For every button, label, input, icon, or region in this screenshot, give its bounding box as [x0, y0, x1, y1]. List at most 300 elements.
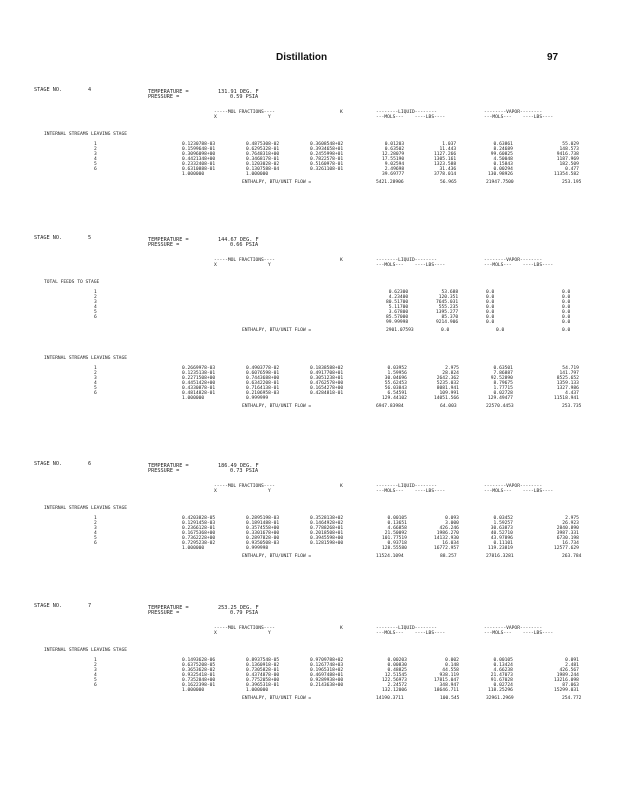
liquid-lbs-column-cell: 44.558 — [442, 668, 459, 673]
feed-liquid-mols-cell: 0.62300 — [388, 290, 409, 295]
vapor-lbs-column-cell: 2.481 — [565, 663, 579, 668]
component-index — [94, 516, 97, 546]
liquid-mols-column-cell: 0.48825 — [387, 668, 407, 673]
feed-vapor-mols-cell: 0.0 — [486, 320, 495, 325]
k-column-cell: 0.7822578-01 — [310, 157, 344, 162]
k-column-cell: 0.3051238+01 — [310, 376, 344, 381]
y-column-cell: 0.3574558+00 — [246, 526, 280, 531]
y-header: Y — [268, 115, 271, 120]
vapor-lbs-column-cell: 1187.969 — [556, 157, 579, 162]
enthalpy-value: 263.784 — [562, 554, 582, 559]
vapor-mols-column-cell: 129.49477 — [488, 396, 513, 401]
enthalpy-value: 11524.1094 — [376, 554, 404, 559]
vapor-mols-column-cell: 1.59257 — [493, 521, 513, 526]
feed-enthalpy-value: 0.0 — [562, 328, 571, 333]
y-column — [246, 658, 279, 693]
k-header: K — [340, 258, 343, 263]
k-column-cell: 0.3608548+02 — [310, 142, 344, 147]
x-column-cell: 0.7362228+00 — [182, 536, 216, 541]
liquid-lbs-column-cell: 11.443 — [439, 147, 457, 152]
feed-liquid-mols-cell: 99.99998 — [386, 320, 409, 325]
feed-liquid-mols-cell: 80.51700 — [386, 300, 409, 305]
feed-vapor-lbs-cell: 0.0 — [562, 295, 571, 300]
component-index-cell: 4 — [94, 157, 97, 162]
x-column-cell: 0.6375208-05 — [182, 663, 216, 668]
liquid-mols-column-cell: 12.28079 — [382, 152, 405, 157]
internal-streams-label: INTERNAL STREAMS LEAVING STAGE — [44, 506, 127, 511]
vapor-lbs-column-cell: 182.509 — [559, 162, 579, 167]
temperature-label: TEMPERATURE = — [148, 463, 189, 469]
component-index-cell: 4 — [94, 381, 97, 386]
y-column-cell: 0.7752058+00 — [246, 678, 280, 683]
vapor-mols-column-cell: 4.66238 — [493, 668, 513, 673]
liquid-lbs-column-cell: 17815.047 — [434, 678, 459, 683]
liquid-lbs-column-cell: 938.119 — [439, 673, 459, 678]
stage-label: STAGE NO. — [34, 87, 63, 93]
x-header: X — [214, 631, 217, 636]
enthalpy-value: 5421.28906 — [376, 180, 404, 185]
y-column-cell: 0.6295328-01 — [246, 147, 280, 152]
vapor-mols-column-cell: 0.13424 — [493, 663, 513, 668]
k-column-cell: 0.1838588+02 — [310, 366, 344, 371]
vapor-lbs-column-cell: 8525.652 — [556, 376, 579, 381]
feed-vapor-lbs-cell: 0.0 — [562, 305, 571, 310]
k-column — [310, 142, 343, 172]
vapor-lbs-column-cell: 0.091 — [565, 658, 579, 663]
x-column-cell: 0.7295238-02 — [182, 541, 216, 546]
component-index-cell: 5 — [94, 386, 97, 391]
feed-vapor-mols-cell: 0.0 — [486, 305, 495, 310]
x-column-cell: 0.2366128-01 — [182, 526, 216, 531]
y-column-cell: 0.3965318-01 — [246, 683, 280, 688]
vapor-lbs-column-cell: 4.437 — [565, 391, 579, 396]
vapor-lbs-column-cell: 141.797 — [559, 371, 579, 376]
liquid-lbs-column-cell: 426.246 — [439, 526, 459, 531]
vapor-lbs-column-cell: 55.029 — [562, 142, 579, 147]
liquid-lbs-column-cell: 1127.266 — [434, 152, 457, 157]
liquid-lbs-column-cell: 28.824 — [442, 371, 459, 376]
vapor-mols-column-cell: 130.98926 — [488, 172, 513, 177]
vapor-lbs-column-cell: 54.719 — [562, 366, 579, 371]
k-column-cell: 0.2455998+01 — [310, 152, 344, 157]
vapor-lbs-column-cell: 3987.331 — [556, 531, 579, 536]
vapor-mols-column-cell: 30.63873 — [490, 526, 513, 531]
component-index-cell: 2 — [94, 147, 97, 152]
feed-liquid-lbs-cell: 85.370 — [441, 315, 459, 320]
liquid-lbs-column-cell: 0.093 — [445, 516, 459, 521]
k-column-cell: 0.2143638+00 — [310, 683, 344, 688]
feed-vapor-mols-cell: 0.0 — [486, 315, 495, 320]
y-column-cell: 0.9350508-03 — [246, 541, 280, 546]
vapor-lbs-column-cell: 1989.244 — [556, 673, 579, 678]
liquid-mols-column-cell: 2.49698 — [384, 167, 405, 172]
vapor-mols-column-cell: 0.63501 — [493, 366, 513, 371]
feed-component — [94, 290, 97, 320]
y-column-cell: 0.7648318+00 — [246, 152, 280, 157]
liquid-lbs-column-cell: 348.947 — [439, 683, 459, 688]
vapor-mols-column-cell: 40.52710 — [490, 531, 513, 536]
enthalpy-value: 253.735 — [562, 404, 582, 409]
k-column-cell: 0.1281598+00 — [310, 541, 344, 546]
vapor-mols-column-cell: 0.00294 — [493, 167, 513, 172]
pressure-value: 0.73 PSIA — [230, 468, 259, 474]
component-index-cell: 3 — [94, 668, 97, 673]
enthalpy-value: 88.257 — [440, 554, 457, 559]
liquid-mols-column-cell: 129.44102 — [382, 396, 407, 401]
vapor-mols-column-cell: 0.02728 — [493, 391, 513, 396]
k-column-cell: 0.9709788+02 — [310, 658, 344, 663]
vapor-lbs-column-cell: 1327.986 — [556, 386, 579, 391]
temperature-value: 144.67 DEG. F — [218, 237, 259, 243]
feed-vapor-lbs-cell: 0.0 — [562, 315, 571, 320]
feed-component-cell: 1 — [94, 290, 97, 295]
stage-number: 5 — [88, 235, 92, 241]
y-column-cell: 0.1307588-04 — [246, 167, 280, 172]
stage-label: STAGE NO. — [34, 603, 63, 609]
feed-enthalpy-value: 2901.07593 — [386, 328, 414, 333]
enthalpy-value: 253.195 — [562, 180, 582, 185]
component-index-cell: 3 — [94, 152, 97, 157]
vapor-header: --------VAPOR-------- — [484, 258, 543, 263]
vapor-mols-column-cell: 118.25296 — [488, 688, 513, 693]
vapor-lbs-column — [554, 516, 579, 551]
liquid-mols-column-cell: 4.66858 — [387, 526, 407, 531]
liquid-lbs-column-cell: 1305.161 — [434, 157, 457, 162]
component-index-cell: 3 — [94, 526, 97, 531]
feed-vapor-mols-cell: 0.0 — [486, 310, 495, 315]
pressure-label: PRESSURE = — [148, 468, 180, 474]
feed-vapor-lbs-cell: 0.0 — [562, 300, 571, 305]
x-column-cell: 0.4203828-05 — [182, 516, 216, 521]
component-index-cell: 1 — [94, 366, 97, 371]
feed-vapor-lbs-cell: 0.0 — [562, 310, 571, 315]
k-column-cell: 0.3528138+02 — [310, 516, 344, 521]
liquid-lbs-column — [434, 366, 459, 401]
page-title: Distillation — [276, 52, 328, 63]
component-index-cell: 4 — [94, 673, 97, 678]
vapor-lbs-column-cell: 11354.582 — [554, 172, 579, 177]
k-header: K — [340, 484, 343, 489]
enthalpy-value: 14190.3711 — [376, 696, 404, 701]
k-column — [310, 366, 343, 396]
y-column — [246, 366, 279, 401]
liquid-mols-column-cell: 12.51545 — [384, 673, 407, 678]
liquid-mols-column-cell: 9.02594 — [384, 162, 405, 167]
feed-vapor-lbs-cell: 0.0 — [562, 320, 571, 325]
component-index — [94, 142, 97, 172]
vapor-lbs-column-cell: 9416.738 — [556, 152, 579, 157]
feed-liquid-lbs-cell: 7645.031 — [436, 300, 459, 305]
enthalpy-value: 64.003 — [440, 404, 457, 409]
vapor-mols-column-cell: 1.77715 — [493, 386, 513, 391]
vapor-lbs-column — [554, 658, 579, 693]
x-header: X — [214, 115, 217, 120]
vapor-lbs-column-cell: 148.573 — [559, 147, 579, 152]
temperature-label: TEMPERATURE = — [148, 605, 189, 611]
x-column-cell: 0.9325418-01 — [182, 673, 216, 678]
x-column-cell: 0.3653628-02 — [182, 668, 216, 673]
x-column-cell: 0.2669978-03 — [182, 366, 216, 371]
stage-label: STAGE NO. — [34, 235, 63, 241]
vapor-header: --------VAPOR-------- — [484, 110, 543, 115]
y-column-cell: 0.1203028-02 — [246, 162, 280, 167]
y-column-cell: 0.3468178-01 — [246, 157, 280, 162]
vapor-mols-column-cell: 8.24689 — [493, 147, 513, 152]
x-column-cell: 0.6310888-01 — [182, 167, 216, 172]
liquid-mols-column — [382, 142, 404, 177]
liquid-lbs-column-cell: 16.034 — [442, 541, 459, 546]
liquid-lbs-column-cell: 3.000 — [445, 521, 459, 526]
vapor-lbs-column-cell: 1359.133 — [556, 381, 579, 386]
x-column-cell: 0.1622398-01 — [182, 683, 216, 688]
liquid-lbs-column-cell: 3778.014 — [434, 172, 457, 177]
k-column-cell: 0.4762578+00 — [310, 381, 344, 386]
feed-liquid-mols-cell: 4.23400 — [388, 295, 409, 300]
liquid-mols-column-cell: 132.12006 — [382, 688, 407, 693]
vapor-lbs-column-cell: 12577.629 — [554, 546, 579, 551]
liquid-mols-column-cell: 0.93718 — [387, 541, 407, 546]
feed-enthalpy-value: 0.0 — [441, 328, 450, 333]
k-column-cell: 0.4917708+01 — [310, 371, 344, 376]
x-column-cell: 0.2332408-01 — [182, 162, 216, 167]
feed-component-cell: 2 — [94, 295, 97, 300]
vapor-lbs-column-cell: 6730.198 — [556, 536, 579, 541]
stage-number: 7 — [88, 603, 92, 609]
k-column — [310, 658, 343, 688]
liquid-subheader: ---MOLS--- ----LBS---- — [376, 489, 446, 494]
vapor-subheader: ---MOLS--- ----LBS---- — [484, 263, 554, 268]
vapor-mols-column-cell: 0.15843 — [493, 162, 513, 167]
feed-vapor-lbs — [562, 290, 570, 325]
feed-liquid-mols — [386, 290, 408, 325]
enthalpy-value: 27816.3281 — [486, 554, 514, 559]
vapor-lbs-column-cell: 13216.098 — [554, 678, 579, 683]
feed-vapor-lbs-cell: 0.0 — [562, 290, 571, 295]
y-column — [246, 516, 279, 551]
x-column-cell: 0.7352848+00 — [182, 678, 216, 683]
feed-vapor-mols-cell: 0.0 — [486, 300, 495, 305]
liquid-lbs-column-cell: 31.436 — [439, 167, 457, 172]
enthalpy-value: 100.545 — [440, 696, 460, 701]
k-column-cell: 0.3261108-01 — [310, 167, 344, 172]
y-header: Y — [268, 489, 271, 494]
vapor-mols-column — [488, 516, 513, 551]
temperature-label: TEMPERATURE = — [148, 237, 189, 243]
k-column-cell: 0.4697488+01 — [310, 673, 344, 678]
liquid-mols-column-cell: 56.03843 — [384, 386, 407, 391]
internal-streams-label: INTERNAL STREAMS LEAVING STAGE — [44, 132, 127, 137]
vapor-lbs-column — [554, 366, 579, 401]
liquid-mols-column — [382, 516, 407, 551]
liquid-subheader: ---MOLS--- ----LBS---- — [376, 631, 446, 636]
component-index-cell: 5 — [94, 162, 97, 167]
feed-component-cell: 4 — [94, 305, 97, 310]
vapor-mols-column-cell: 99.60825 — [490, 152, 513, 157]
feed-component-cell: 5 — [94, 310, 97, 315]
y-column-cell: 0.2897828-00 — [246, 536, 280, 541]
vapor-mols-column — [488, 658, 513, 693]
liquid-mols-column-cell: 0.03952 — [387, 366, 407, 371]
k-header: K — [340, 626, 343, 631]
liquid-lbs-column — [434, 658, 459, 693]
liquid-mols-column-cell: 39.69777 — [382, 172, 405, 177]
component-index-cell: 6 — [94, 683, 97, 688]
vapor-mols-column-cell: 0.00105 — [493, 658, 513, 663]
component-index-cell: 1 — [94, 142, 97, 147]
vapor-subheader: ---MOLS--- ----LBS---- — [484, 115, 554, 120]
vapor-lbs-column-cell: 15299.031 — [554, 688, 579, 693]
liquid-mols-column-cell: 21.50092 — [384, 531, 407, 536]
x-column — [182, 516, 215, 551]
liquid-lbs-column-cell: 0.002 — [445, 658, 459, 663]
y-column-cell: 0.2895198-03 — [246, 516, 280, 521]
k-column-cell: 0.1267748+03 — [310, 663, 344, 668]
vapor-mols-column-cell: 0.63861 — [493, 142, 513, 147]
feed-liquid-mols-cell: 5.11700 — [388, 305, 409, 310]
mol-fractions-header: -----MOL FRACTIONS---- — [214, 484, 275, 489]
liquid-mols-column-cell: 30.04696 — [384, 376, 407, 381]
pressure-label: PRESSURE = — [148, 242, 180, 248]
x-column — [182, 658, 215, 693]
component-index-cell: 2 — [94, 663, 97, 668]
x-column — [182, 366, 215, 401]
k-column-cell: 0.4284818-01 — [310, 391, 344, 396]
vapor-mols-column — [488, 366, 513, 401]
component-index-cell: 4 — [94, 531, 97, 536]
stage-number: 6 — [88, 461, 92, 467]
y-column-cell: 0.4875308-02 — [246, 142, 280, 147]
feed-liquid-lbs-cell: 53.688 — [441, 290, 459, 295]
enthalpy-value: 21947.7500 — [486, 180, 514, 185]
liquid-lbs-column-cell: 2642.362 — [436, 376, 459, 381]
component-index-cell: 6 — [94, 391, 97, 396]
k-column-cell: 0.1965318+02 — [310, 668, 344, 673]
y-column-cell: 0.6076598-01 — [246, 371, 280, 376]
vapor-lbs-column-cell: 87.063 — [562, 683, 579, 688]
page-number: 97 — [547, 52, 559, 63]
y-column-cell: 0.8937548-05 — [246, 658, 280, 663]
x-column-cell: 0.1291458-03 — [182, 521, 216, 526]
liquid-subheader: ---MOLS--- ----LBS---- — [376, 115, 446, 120]
x-column-cell: 0.2271508+00 — [182, 376, 216, 381]
feed-component-cell: 6 — [94, 315, 97, 320]
x-column-cell: 1.000000 — [182, 396, 205, 401]
liquid-mols-column — [382, 658, 407, 693]
feed-enthalpy-label: ENTHALPY, BTU/UNIT FLOW = — [242, 328, 312, 333]
liquid-mols-column-cell: 0.00203 — [387, 658, 407, 663]
x-column-cell: 0.3096098+00 — [182, 152, 216, 157]
y-column-cell: 0.999999 — [246, 396, 269, 401]
temperature-value: 253.25 DEG. F — [218, 605, 259, 611]
vapor-mols-column-cell: 43.97896 — [490, 536, 513, 541]
y-column-cell: 1.000000 — [246, 172, 269, 177]
vapor-mols-column-cell: 92.52890 — [490, 376, 513, 381]
k-column-cell: 0.1464928+02 — [310, 521, 344, 526]
feed-liquid-lbs — [436, 290, 458, 325]
x-column — [182, 142, 215, 177]
y-column-cell: 0.7164138-01 — [246, 386, 280, 391]
enthalpy-value: 56.965 — [440, 180, 457, 185]
enthalpy-label: ENTHALPY, BTU/UNIT FLOW = — [242, 180, 312, 185]
liquid-mols-column-cell: 55.62453 — [384, 381, 407, 386]
liquid-mols-column-cell: 0.13651 — [387, 521, 407, 526]
x-header: X — [214, 263, 217, 268]
vapor-lbs-column-cell: 426.567 — [559, 668, 579, 673]
vapor-lbs-column-cell: 2840.890 — [556, 526, 579, 531]
liquid-mols-column-cell: 17.55190 — [382, 157, 405, 162]
feed-liquid-lbs-cell: 9214.906 — [436, 320, 459, 325]
liquid-lbs-column-cell: 0.148 — [445, 663, 459, 668]
liquid-lbs-column-cell: 2.975 — [445, 366, 459, 371]
component-index-cell: 5 — [94, 536, 97, 541]
y-column-cell: 0.2106958-03 — [246, 391, 280, 396]
liquid-header: --------LIQUID-------- — [376, 626, 437, 631]
vapor-lbs-column — [554, 142, 579, 177]
temperature-label: TEMPERATURE = — [148, 89, 189, 95]
component-index — [94, 658, 97, 688]
x-header: X — [214, 489, 217, 494]
feed-enthalpy-value: 0.0 — [496, 328, 505, 333]
enthalpy-value: 254.772 — [562, 696, 582, 701]
k-column-cell: 0.9289938+00 — [310, 678, 344, 683]
y-column — [246, 142, 279, 177]
feed-vapor-mols-cell: 0.0 — [486, 290, 495, 295]
y-header: Y — [268, 263, 271, 268]
y-column-cell: 0.1360918-02 — [246, 663, 280, 668]
x-column-cell: 0.1493628-06 — [182, 658, 216, 663]
vapor-lbs-column-cell: 2.975 — [565, 516, 579, 521]
component-index-cell: 5 — [94, 678, 97, 683]
vapor-subheader: ---MOLS--- ----LBS---- — [484, 631, 554, 636]
vapor-mols-column-cell: 7.86887 — [493, 371, 513, 376]
temperature-value: 186.49 DEG. F — [218, 463, 259, 469]
component-index-cell: 2 — [94, 371, 97, 376]
y-column-cell: 0.7443688+00 — [246, 376, 280, 381]
stage-label: STAGE NO. — [34, 461, 63, 467]
y-column-cell: 0.3301678+00 — [246, 531, 280, 536]
feed-vapor-mols — [486, 290, 494, 325]
x-column-cell: 0.4330878-01 — [182, 386, 216, 391]
mol-fractions-header: -----MOL FRACTIONS---- — [214, 258, 275, 263]
liquid-header: --------LIQUID-------- — [376, 110, 437, 115]
liquid-mols-column-cell: 2.24572 — [387, 683, 407, 688]
liquid-lbs-column-cell: 1323.588 — [434, 162, 457, 167]
vapor-mols-column-cell: 119.23819 — [488, 546, 513, 551]
x-column-cell: 0.1599648-01 — [182, 147, 216, 152]
internal-streams-label: INTERNAL STREAMS LEAVING STAGE — [44, 356, 127, 361]
k-column-cell: 0.3934658+01 — [310, 147, 344, 152]
liquid-header: --------LIQUID-------- — [376, 258, 437, 263]
liquid-header: --------LIQUID-------- — [376, 484, 437, 489]
x-column-cell: 0.1235138-01 — [182, 371, 216, 376]
liquid-lbs-column-cell: 16772.957 — [434, 546, 459, 551]
vapor-mols-column-cell: 91.67028 — [490, 678, 513, 683]
component-index-cell: 1 — [94, 516, 97, 521]
vapor-lbs-column-cell: 0.477 — [565, 167, 579, 172]
vapor-header: --------VAPOR-------- — [484, 626, 543, 631]
y-header: Y — [268, 631, 271, 636]
k-column-cell: 0.5160978-01 — [310, 162, 344, 167]
k-column-cell: 0.7788268+01 — [310, 526, 344, 531]
vapor-lbs-column-cell: 26.923 — [562, 521, 579, 526]
component-index-cell: 6 — [94, 167, 97, 172]
vapor-subheader: ---MOLS--- ----LBS---- — [484, 489, 554, 494]
k-header: K — [340, 110, 343, 115]
vapor-lbs-column-cell: 16.734 — [562, 541, 579, 546]
component-index-cell: 3 — [94, 376, 97, 381]
x-column-cell: 0.4421348+00 — [182, 157, 216, 162]
k-column — [310, 516, 343, 546]
